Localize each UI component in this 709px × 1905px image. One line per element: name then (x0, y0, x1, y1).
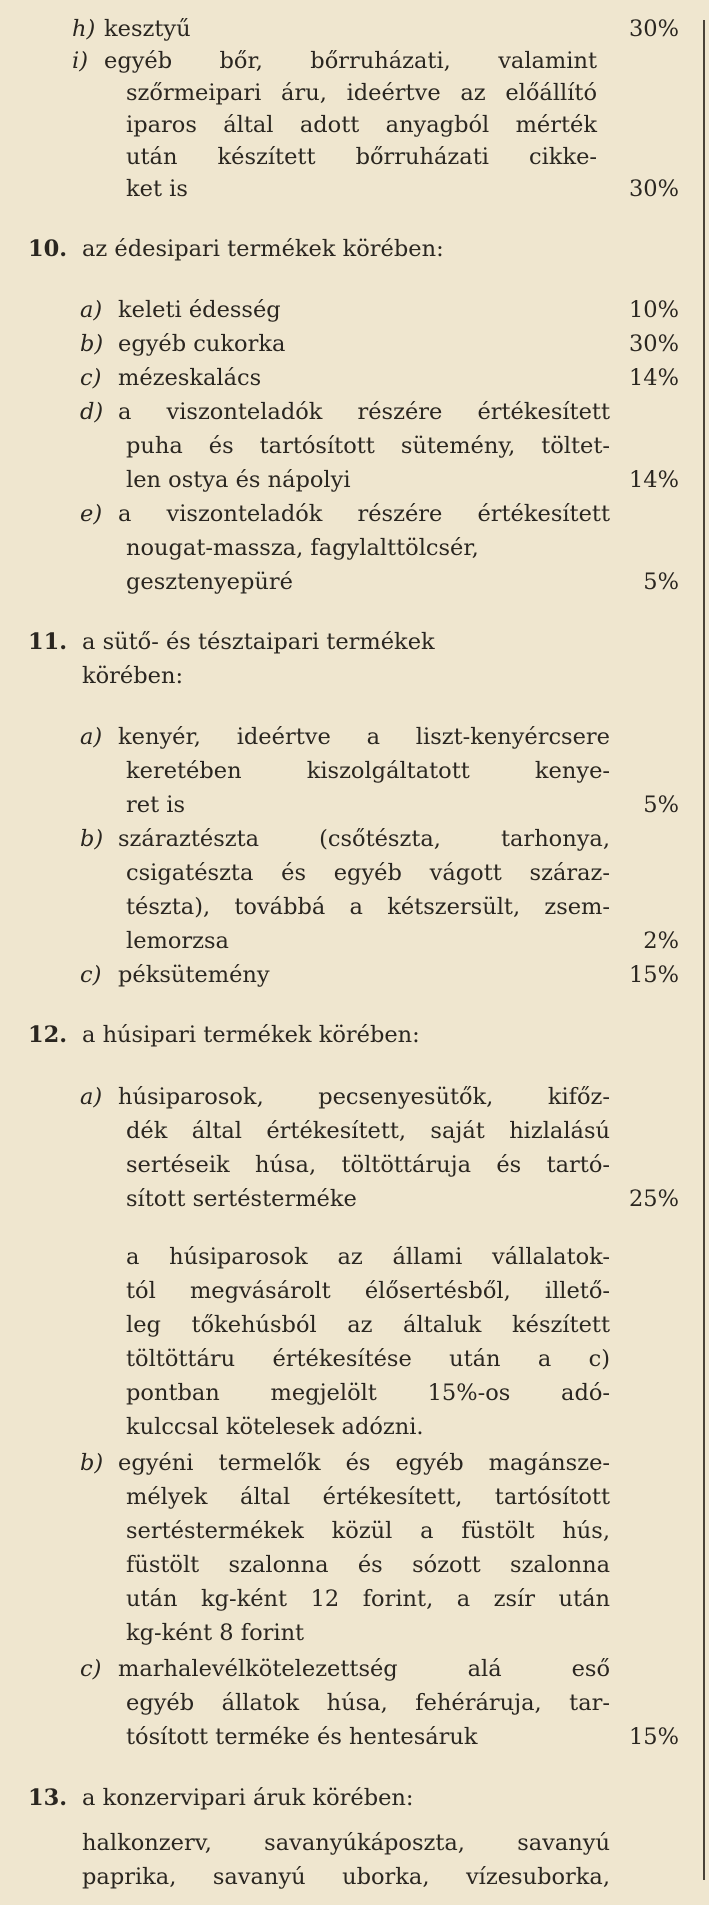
line-text: a konzervipari áruk körében: (82, 1785, 414, 1811)
text-line (0, 1182, 709, 1216)
line-text: lemorzsa (126, 928, 229, 954)
line-text: mélyek által értékesített, tartósított (126, 1484, 610, 1510)
tax-rate: 25% (628, 1186, 679, 1212)
item-label: b) (80, 331, 104, 357)
text-line (0, 822, 709, 856)
text-line (0, 497, 709, 531)
tax-rate: 15% (628, 1724, 679, 1750)
line-text: töltöttáru értékesítése után a c) (126, 1346, 610, 1372)
item-label: e) (80, 501, 103, 527)
tax-rate: 5% (643, 569, 679, 595)
line-text: sított sertésterméke (126, 1186, 357, 1212)
item-label: c) (80, 962, 102, 988)
tax-rate: 30% (628, 331, 679, 357)
text-line (0, 1686, 709, 1720)
line-text: után készített bőrruházati cikke- (126, 144, 597, 170)
text-line (0, 1720, 709, 1754)
line-text: dék által értékesített, saját hizlalású (126, 1118, 610, 1144)
line-text: a viszonteladók részére értékesített (118, 501, 610, 527)
tax-rate: 10% (628, 297, 679, 323)
line-text: tól megvásárolt élősertésből, illető- (126, 1278, 610, 1304)
text-line (0, 463, 709, 497)
line-text: paprika, savanyú uborka, vízesuborka, (82, 1864, 610, 1890)
line-text: a húsipari termékek körében: (82, 1022, 420, 1048)
text-line (0, 625, 709, 659)
text-line (0, 531, 709, 565)
item-label: a) (80, 724, 103, 750)
line-text: keretében kiszolgáltatott kenye- (126, 758, 610, 784)
tax-rate: 15% (628, 962, 679, 988)
text-line (0, 1018, 709, 1052)
line-text: keleti édesség (118, 297, 281, 323)
text-line (0, 1781, 709, 1815)
text-line (0, 1446, 709, 1480)
line-text: egyéb bőr, bőrruházati, valamint (104, 48, 597, 74)
tax-rate: 30% (628, 176, 679, 202)
text-line (0, 12, 709, 46)
item-label: a) (80, 1084, 103, 1110)
line-text: a húsiparosok az állami vállalatok- (126, 1244, 610, 1270)
item-label: c) (80, 1656, 102, 1682)
line-text: mézeskalács (118, 365, 262, 391)
line-text: kg-ként 8 forint (126, 1620, 305, 1646)
text-line (0, 76, 709, 110)
text-line (0, 1582, 709, 1616)
tax-rate: 14% (628, 467, 679, 493)
text-line (0, 1480, 709, 1514)
text-line (0, 1652, 709, 1686)
line-text: egyéb cukorka (118, 331, 286, 357)
text-line (0, 327, 709, 361)
text-line (0, 1548, 709, 1582)
line-text: egyéni termelők és egyéb magánsze- (118, 1450, 610, 1476)
text-line (0, 429, 709, 463)
line-text: füstölt szalonna és sózott szalonna (126, 1552, 610, 1578)
line-text: nougat-massza, fagylalttölcsér, (126, 535, 479, 561)
tax-rate: 14% (628, 365, 679, 391)
line-text: az édesipari termékek körében: (82, 236, 444, 262)
item-label: h) (72, 16, 96, 42)
line-text: a sütő- és tésztaipari termékek (82, 629, 435, 655)
line-text: szőrmeipari áru, ideértve az előállító (126, 80, 597, 106)
line-text: csigatészta és egyéb vágott száraz- (126, 860, 610, 886)
text-line (0, 44, 709, 78)
text-line (0, 1274, 709, 1308)
item-label: i) (72, 48, 88, 74)
text-line (0, 1148, 709, 1182)
line-text: halkonzerv, savanyúkáposzta, savanyú (82, 1830, 610, 1856)
item-label: b) (80, 826, 104, 852)
line-text: húsiparosok, pecsenyesütők, kifőz- (118, 1084, 610, 1110)
text-line (0, 1376, 709, 1410)
text-line (0, 1514, 709, 1548)
text-line (0, 924, 709, 958)
line-text: sertéstermékek közül a füstölt hús, (126, 1518, 610, 1544)
text-line (0, 890, 709, 924)
line-text: leg tőkehúsból az általuk készített (126, 1312, 610, 1338)
line-text: ket is (126, 176, 188, 202)
text-line (0, 1342, 709, 1376)
text-line (0, 856, 709, 890)
text-line (0, 1080, 709, 1114)
line-text: péksütemény (118, 962, 270, 988)
section-number: 13. (28, 1785, 68, 1811)
text-line (0, 361, 709, 395)
text-line (0, 659, 709, 693)
item-label: c) (80, 365, 102, 391)
line-text: száraztészta (csőtészta, tarhonya, (118, 826, 610, 852)
line-text: pontban megjelölt 15%-os adó- (126, 1380, 610, 1406)
item-label: a) (80, 297, 103, 323)
text-line (0, 1410, 709, 1444)
item-label: d) (80, 399, 104, 425)
text-line (0, 108, 709, 142)
line-text: tészta), továbbá a kétszersült, zsem- (126, 894, 610, 920)
line-text: marhalevélkötelezettség alá eső (118, 1656, 610, 1682)
line-text: után kg-ként 12 forint, a zsír után (126, 1586, 610, 1612)
text-line (0, 958, 709, 992)
text-line (0, 788, 709, 822)
text-line (0, 720, 709, 754)
line-text: egyéb állatok húsa, fehéráruja, tar- (126, 1690, 610, 1716)
line-text: puha és tartósított sütemény, töltet- (126, 433, 610, 459)
tax-rate: 30% (628, 16, 679, 42)
text-line (0, 1616, 709, 1650)
text-line (0, 1826, 709, 1860)
section-number: 11. (28, 629, 68, 655)
line-text: gesztenyepüré (126, 569, 293, 595)
text-line (0, 395, 709, 429)
line-text: iparos által adott anyagból mérték (126, 112, 597, 138)
line-text: körében: (82, 663, 184, 689)
line-text: len ostya és nápolyi (126, 467, 351, 493)
line-text: kesztyű (104, 16, 191, 42)
tax-rate: 2% (643, 928, 679, 954)
text-line (0, 1240, 709, 1274)
text-line (0, 1114, 709, 1148)
section-number: 12. (28, 1022, 68, 1048)
text-line (0, 1860, 709, 1894)
line-text: sertéseik húsa, töltöttáruja és tartó- (126, 1152, 610, 1178)
text-line (0, 140, 709, 174)
line-text: kulccsal kötelesek adózni. (126, 1414, 424, 1440)
text-line (0, 293, 709, 327)
line-text: tósított terméke és hentesáruk (126, 1724, 478, 1750)
text-line (0, 172, 709, 206)
line-text: a viszonteladók részére értékesített (118, 399, 610, 425)
text-line (0, 754, 709, 788)
item-label: b) (80, 1450, 104, 1476)
text-line (0, 1308, 709, 1342)
section-number: 10. (28, 236, 68, 262)
text-line (0, 232, 709, 266)
line-text: kenyér, ideértve a liszt-kenyércsere (118, 724, 610, 750)
tax-rate: 5% (643, 792, 679, 818)
text-line (0, 565, 709, 599)
line-text: ret is (126, 792, 186, 818)
